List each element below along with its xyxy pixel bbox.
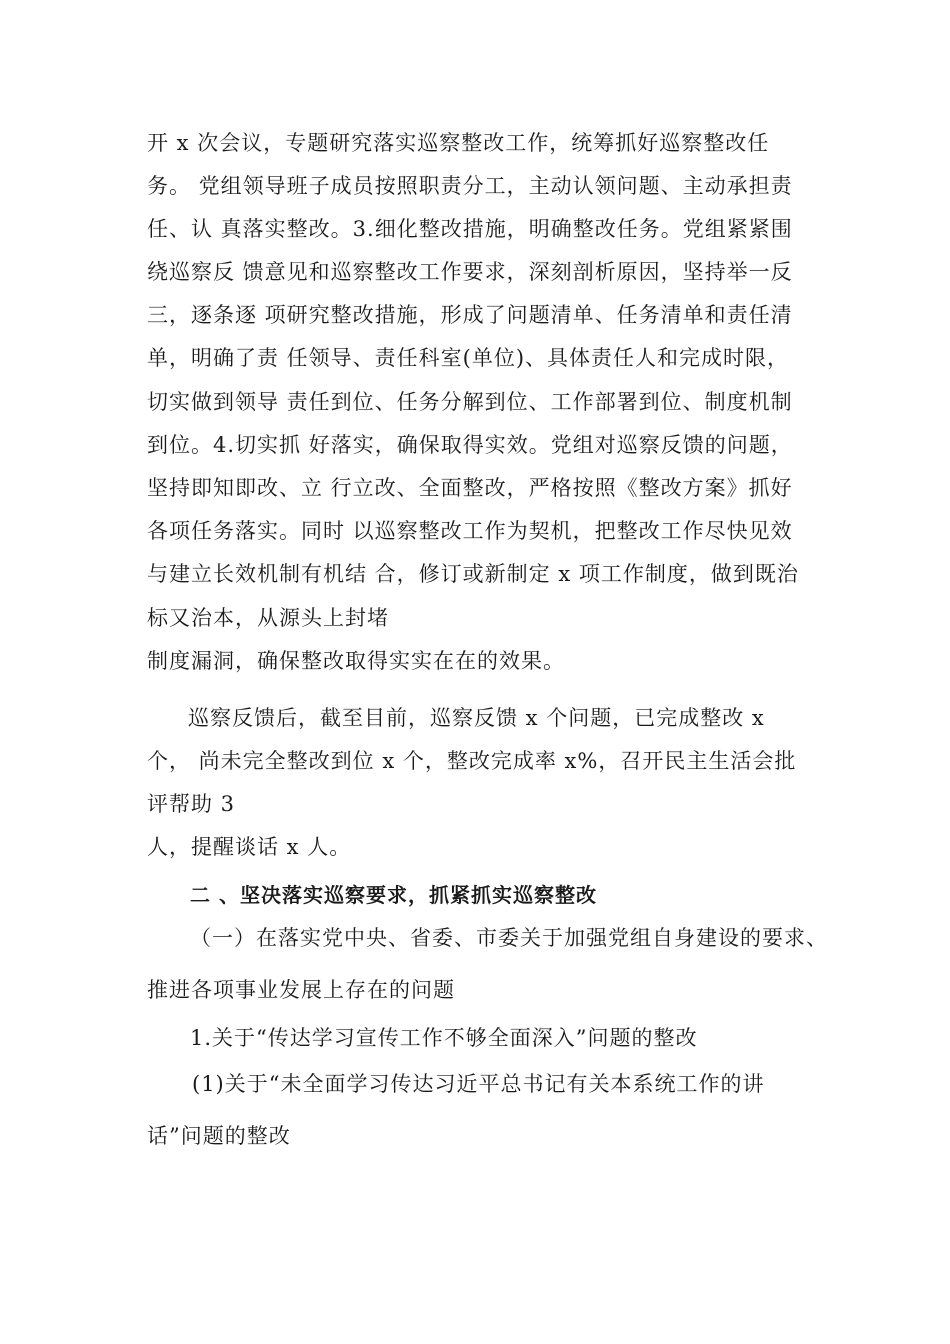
paragraph-line: 个， 尚未完全整改到位 x 个，整改完成率 x%，召开民主生活会批 xyxy=(147,749,797,773)
paragraph-line: 制度漏洞，确保整改取得实实在在的效果。 xyxy=(147,649,565,673)
paragraph-line: 各项任务落实。同时 以巡察整改工作为契机，把整改工作尽快见效 xyxy=(147,519,793,543)
paragraph-line: 任、认 真落实整改。3.细化整改措施，明确整改任务。党组紧紧围 xyxy=(147,217,793,241)
paragraph-line: 切实做到领导 责任到位、任务分解到位、工作部署到位、制度机制 xyxy=(147,390,793,414)
section-heading: 二 、坚决落实巡察要求，抓紧抓实巡察整改 xyxy=(190,883,597,907)
item-heading: 1.关于“传达学习宣传工作不够全面深入”问题的整改 xyxy=(190,1026,698,1050)
paragraph-line: 巡察反馈后，截至目前，巡察反馈 x 个问题，已完成整改 x xyxy=(188,706,765,730)
sub-item-heading-line: (1)关于“未全面学习传达习近平总书记有关本系统工作的讲 xyxy=(192,1072,765,1096)
paragraph-line: 坚持即知即改、立 行立改、全面整改，严格按照《整改方案》抓好 xyxy=(147,476,793,500)
paragraph-line: 标又治本，从源头上封堵 xyxy=(147,606,389,630)
paragraph-line: 到位。4.切实抓 好落实，确保取得实效。党组对巡察反馈的问题， xyxy=(147,433,793,457)
paragraph-line: 三，逐条逐 项研究整改措施，形成了问题清单、任务清单和责任清 xyxy=(147,303,793,327)
paragraph-line: 评帮助 3 xyxy=(147,792,236,816)
subsection-heading-line: （一）在落实党中央、省委、市委关于加强党组自身建设的要求、 xyxy=(190,926,828,950)
subsection-heading-line: 推进各项事业发展上存在的问题 xyxy=(147,978,455,1002)
paragraph-line: 人，提醒谈话 x 人。 xyxy=(147,835,352,859)
paragraph-line: 开 x 次会议，专题研究落实巡察整改工作，统筹抓好巡察整改任 xyxy=(147,131,770,155)
paragraph-line: 单，明确了责 任领导、责任科室(单位)、具体责任人和完成时限， xyxy=(147,346,790,370)
paragraph-line: 与建立长效机制有机结 合，修订或新制定 x 项工作制度，做到既治 xyxy=(147,562,799,586)
sub-item-heading-line: 话”问题的整改 xyxy=(147,1124,291,1148)
paragraph-line: 务。 党组领导班子成员按照职责分工，主动认领问题、主动承担责 xyxy=(147,174,793,198)
paragraph-line: 绕巡察反 馈意见和巡察整改工作要求，深刻剖析原因，坚持举一反 xyxy=(147,260,793,284)
